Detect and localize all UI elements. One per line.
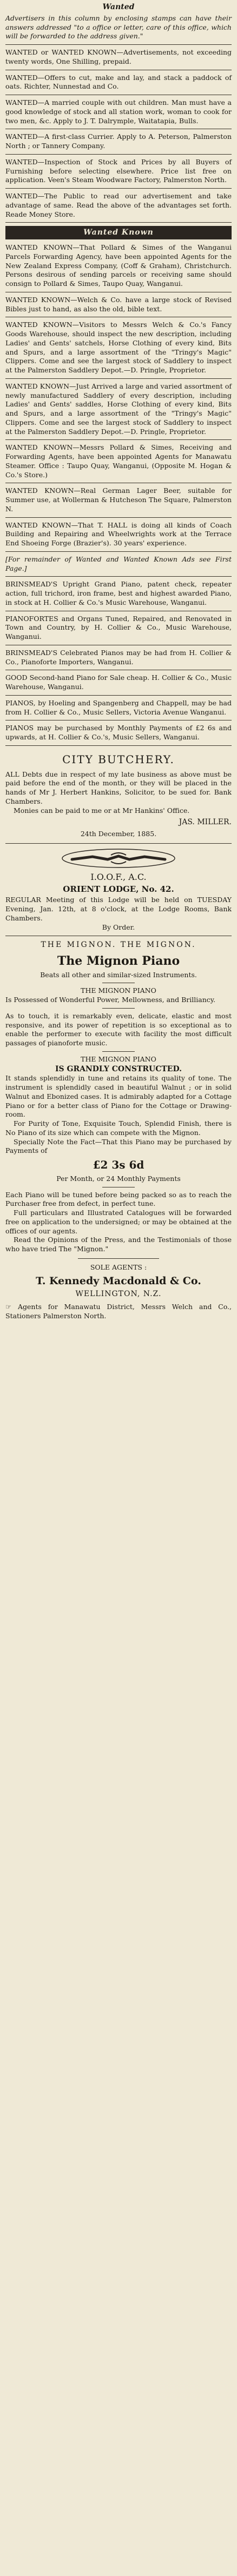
wanted-ad-text: WANTED—Offers to cut, make and lay, and stack a paddock of oats. Richter, Nunnestad and Co. bbox=[5, 73, 232, 91]
piano-ads-list bbox=[5, 580, 232, 746]
wanted-ad-text: WANTED—Inspection of Stock and Prices by all Buyers of Furnishing before selecting elsewhere. Price list free on application. Veen's Steam Woodware Factory, Palmerston North. bbox=[5, 157, 232, 184]
lodge-sign: By Order. bbox=[102, 923, 135, 931]
butchery-signature: JAS. MILLER. bbox=[179, 818, 232, 827]
divider bbox=[5, 843, 232, 844]
remainder-notice: [For remainder of Wanted and Wanted Known Ads see First Page.] bbox=[5, 555, 232, 577]
wanted-ad bbox=[5, 158, 232, 189]
wanted-known-ad bbox=[5, 486, 232, 517]
mignon-footer: ☞ Agents for Manawatu District, Messrs Welch and Co., Stationers Palmerston North. bbox=[5, 1302, 232, 1320]
piano-ad-text: BRINSMEAD'S Celebrated Pianos may be had from H. Collier & Co., Pianoforte Importers, Wanganui. bbox=[5, 648, 232, 666]
piano-ad-text: PIANOS may be purchased by Monthly Payments of £2 6s and upwards, at H. Collier & Co.'s, Music Sellers, Wanganui. bbox=[5, 724, 232, 741]
mignon-copy: Is Possessed of Wonderful Power, Mellowness, and Brilliancy. As to touch, it is remarkably even, delicate, elastic and most responsive, and its power of repetition is so exceptional as to enable the performer to execute with facility the most difficult passages of pianoforte music. THE MIGNON PIANO IS GRANDLY CONSTRUCTED. It stands splendidly in tune and retains its quality of tone. The instrument is splendidly cased in beautiful Walnut ; or in solid Walnut and Ebonized cases. It is admirably adapted for a Cottage Piano or for a better class of Piano for the Cottage or Drawing-room. For Purity of Tone, Exquisite Touch, Splendid Finish, there is No Piano of its size which can compete with the Mignon. Specially Note the Fact—That this Piano may be purchased by Payments of bbox=[5, 996, 232, 1155]
wanted-ad bbox=[5, 48, 232, 70]
wanted-ad bbox=[5, 74, 232, 96]
butchery-date: 24th December, 1885. bbox=[80, 830, 157, 838]
piano-ad-text: GOOD Second-hand Piano for Sale cheap. H. Collier & Co., Music Warehouse, Wanganui. bbox=[5, 673, 232, 691]
wanted-known-ad bbox=[5, 382, 232, 441]
divider bbox=[78, 1258, 159, 1259]
piano-ad bbox=[5, 673, 232, 696]
mignon-sole-agents: SOLE AGENTS : bbox=[90, 1263, 147, 1271]
wanted-ad-text: WANTED—A married couple with out children. Man must have a good knowledge of stock and all station work, woman to cook for two men, &c. Apply to J. T. Dalrymple, Waitatapia, Bulls. bbox=[5, 98, 232, 125]
mignon-caps-line: THE MIGNON PIANO bbox=[81, 986, 156, 995]
mignon-firm: T. Kennedy Macdonald & Co. bbox=[36, 1274, 201, 1287]
mignon-sub: Beats all other and similar-sized Instruments. bbox=[40, 970, 197, 979]
mignon-price: £2 3s 6d bbox=[93, 1158, 144, 1172]
divider bbox=[102, 1008, 135, 1009]
mignon-head: THE MIGNON. THE MIGNON. bbox=[41, 940, 196, 950]
wanted-ads-list bbox=[5, 48, 232, 223]
wanted-known-ad bbox=[5, 296, 232, 318]
wanted-known-ad-text: WANTED KNOWN—Welch & Co. have a large stock of Revised Bibles just to hand, as also the old, bible text. bbox=[5, 295, 232, 313]
piano-ad bbox=[5, 580, 232, 611]
wanted-ad bbox=[5, 132, 232, 155]
butchery-notice bbox=[5, 770, 232, 839]
mignon-copy-2: Each Piano will be tuned before being packed so as to reach the Purchaser free from defect, in perfect tune. Full particulars and Illustrated Catalogues will be forwarded free on application to the undersigned; or may be obtained at the offices of our agents. Read the Opinions of the Press, and the Testimonials of those who have tried The "Mignon." bbox=[5, 1190, 232, 1253]
wanted-known-ad-text: WANTED KNOWN—Visitors to Messrs Welch & Co.'s Fancy Goods Warehouse, should inspect the new description, including Ladies' and Gents' satchels, Horse Clothing of every kind, Bits and Spurs, and a large assortment of the "Tringy's Magic" Clippers. Come and see the largest stock of Saddlery to inspect at the Palmerston Saddlery Depot.—D. Pringle, Proprietor. bbox=[5, 321, 232, 374]
divider bbox=[102, 1051, 135, 1052]
wanted-known-ad-text: WANTED KNOWN—Just Arrived a large and varied assortment of newly manufactured Saddlery of every description, including Ladies' and Gents' saddles, Horse Clothing of every kind, Bits and Spurs, and a large assortment of the "Tringy's Magic" Clippers. Come and see the largest stock of Saddlery to inspect at the Palmerston Saddlery Depot.—D. Pringle, Proprietor. bbox=[5, 382, 232, 436]
mignon-banner: The Mignon Piano bbox=[57, 954, 180, 969]
butchery-para: Monies can be paid to me or at Mr Hankins' Office. bbox=[14, 806, 190, 815]
piano-ad-text: PIANOS, by Hoeling and Spangenberg and Chappell, may be had from H. Collier & Co., Music Sellers, Victoria Avenue Wanganui. bbox=[5, 698, 232, 716]
wanted-ad-text: WANTED or WANTED KNOWN—Advertisements, not exceeding twenty words, One Shilling, prepaid. bbox=[5, 48, 232, 65]
lodge-name: ORIENT LODGE, No. 42. bbox=[63, 884, 174, 895]
wanted-known-ad bbox=[5, 521, 232, 552]
wanted-known-ad-text: WANTED KNOWN—That T. HALL is doing all kinds of Coach Building and Repairing and Wheelwrights work at the Terrace End Shoeing Forge (Brazier's). 30 years' experience. bbox=[5, 520, 232, 547]
wanted-ad bbox=[5, 98, 232, 129]
butchery-headline: CITY BUTCHERY. bbox=[62, 752, 175, 766]
wanted-known-ad-text: WANTED KNOWN—Real German Lager Beer, suitable for Summer use, at Wollerman & Hutcheson The Square, Palmerston N. bbox=[5, 486, 232, 513]
wanted-known-heading: Wanted Known bbox=[5, 226, 232, 239]
piano-ad-text: BRINSMEAD'S Upright Grand Piano, patent check, repeater action, full trichord, iron frame, best and highest awarded Piano, in stock at H. Collier & Co.'s Music Warehouse, Wanganui. bbox=[5, 580, 232, 606]
wanted-heading: Wanted bbox=[102, 3, 135, 11]
butchery-para: ALL Debts due in respect of my late business as above must be paid before the end of the month, or they will be placed in the hands of Mr J. Herbert Hankins, Solicitor, to be sued for. Bank Chambers. bbox=[5, 770, 232, 805]
wanted-known-ad-text: WANTED KNOWN—Messrs Pollard & Simes, Receiving and Forwarding Agents, have been appointed Agents for Manawatu Steamer. Office : Taupo Quay, Wanganui, (Opposite M. Hogan & Co.'s Store.) bbox=[5, 443, 232, 479]
wanted-known-ad bbox=[5, 443, 232, 483]
wanted-ad-text: WANTED—The Public to read our advertisement and take advantage of same. Read the above of the advantages set forth. Reade Money Store. bbox=[5, 192, 232, 218]
piano-ad bbox=[5, 649, 232, 671]
piano-ad bbox=[5, 615, 232, 645]
piano-ad-text: PIANOFORTES and Organs Tuned, Repaired, and Renovated in Town and Country, by H. Collier & Co., Music Warehouse, Wanganui. bbox=[5, 614, 232, 640]
piano-ad bbox=[5, 724, 232, 746]
wanted-known-ad bbox=[5, 321, 232, 379]
wanted-notice: Advertisers in this column by enclosing stamps can have their answers addressed "to a office or letter, care of this office, which will be forwarded to the address given." bbox=[5, 14, 232, 45]
lodge-title: I.O.O.F., A.C. bbox=[90, 871, 147, 882]
wanted-known-ad-text: WANTED KNOWN—That Pollard & Simes of the Wanganui Parcels Forwarding Agency, have been appointed Agents for the New Zealand Express Company, (Coff & Graham), Christchurch. Persons desirous of sending parcels or receiving same should consign to Pollard & Simes, Taupo Quay, Wanganui. bbox=[5, 243, 232, 288]
wanted-known-ads-list bbox=[5, 243, 232, 552]
mignon-town: WELLINGTON, N.Z. bbox=[75, 1290, 162, 1299]
wanted-ad-text: WANTED—A first-class Currier. Apply to A. Peterson, Palmerston North ; or Tannery Company. bbox=[5, 132, 232, 150]
mignon-per-month: Per Month, or 24 Monthly Payments bbox=[56, 1174, 181, 1183]
lodge-notice: REGULAR Meeting of this Lodge will be held on TUESDAY Evening, Jan. 12th, at 8 o'clock, at the Lodge Rooms, Bank Chambers. By Order. bbox=[5, 896, 232, 931]
wanted-ad bbox=[5, 192, 232, 223]
piano-ad bbox=[5, 699, 232, 721]
handshake-emblem-icon bbox=[59, 847, 178, 869]
wanted-known-ad bbox=[5, 243, 232, 292]
